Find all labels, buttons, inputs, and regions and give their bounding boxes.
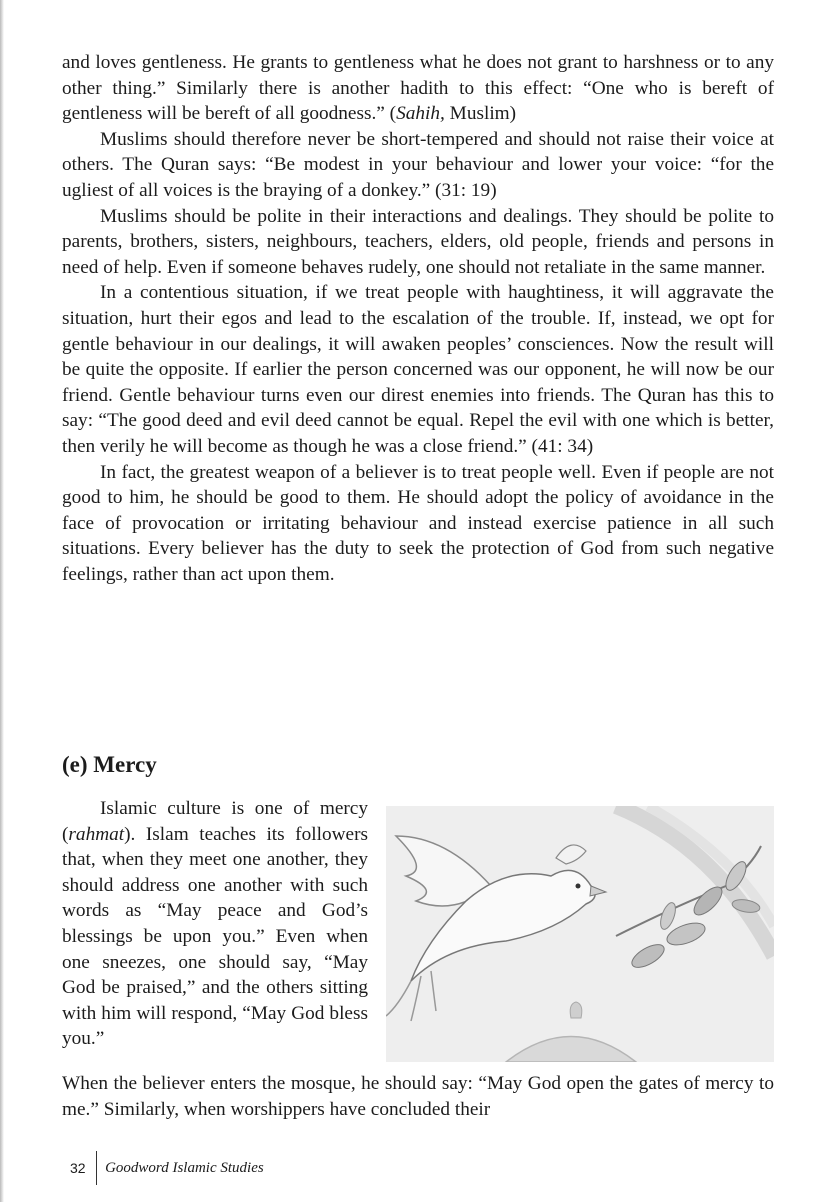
page-number: 32 <box>70 1160 86 1176</box>
citation-sahih: Sahih, <box>396 103 445 125</box>
section-heading-mercy: (e) Mercy <box>62 752 157 777</box>
dove-drawing <box>386 806 774 1062</box>
body-text-top <box>62 50 774 587</box>
series-title: Goodword Islamic Studies <box>105 1159 264 1176</box>
term-rahmat: rahmat <box>68 823 125 845</box>
paragraph-short-tempered: Muslims should therefore never be short-tempered and should not raise their voice at others. The Quran says: “Be modest in your behaviour and lower your voice: “for the ugliest of all voices is the braying of a donkey.” (31: 19) <box>62 128 774 201</box>
mercy-continuation: When the believer enters the mosque, he should say: “May God open the gates of mercy to me.” Similarly, when worshippers have concluded their <box>62 1073 774 1120</box>
paragraph-contentious: In a contentious situation, if we treat people with haughtiness, it will aggravate the situation, hurt their egos and lead to the escalation of the trouble. If, instead, we opt for gentle behaviour in our dealings, it will awaken peoples’ consciences. Now the result will be quite the opposite. If earlier the person concerned was our opponent, he will now be our friend. Gentle behaviour turns even our direst enemies into friends. The Quran has this to say: “The good deed and evil deed cannot be equal. Repel the evil with one which is better, then verily he will become as though he was a close friend.” (41: 34) <box>62 282 774 457</box>
page-footer <box>70 1150 264 1186</box>
paragraph-polite: Muslims should be polite in their interactions and dealings. They should be polite to parents, brothers, sisters, neighbours, teachers, elders, old people, friends and persons in need of help. Even if someone behaves rudely, one should not retaliate in the same manner. <box>62 205 774 278</box>
paragraph-hadith: and loves gentleness. He grants to gentleness what he does not grant to harshness or to any other thing.” Similarly there is another hadith to this effect: “One who is bereft of gentleness will be bereft of all goodness.” (Sahih, Muslim) <box>62 52 774 125</box>
paragraph-greatest-weapon: In fact, the greatest weapon of a believer is to treat people well. Even if people are not good to him, he should be good to them. He should adopt the policy of avoidance in the face of provocation or irritating behaviour and instead exercise patience in all such situations. Every believer has the duty to seek the protection of God from such negative feelings, rather than act upon them. <box>62 461 774 585</box>
footer-divider <box>96 1151 98 1185</box>
mercy-paragraph: Islamic culture is one of mercy (rahmat). Islam teaches its followers that, when they meet one another, they should address one another with such words as “May peace and God’s blessings be upon you.” Even when one sneezes, one should say, “May God be praised,” and the others sitting with him will respond, “May God bless you.” <box>62 798 368 1050</box>
dove-illustration <box>386 806 774 1062</box>
page-edge-shadow <box>0 0 4 1202</box>
